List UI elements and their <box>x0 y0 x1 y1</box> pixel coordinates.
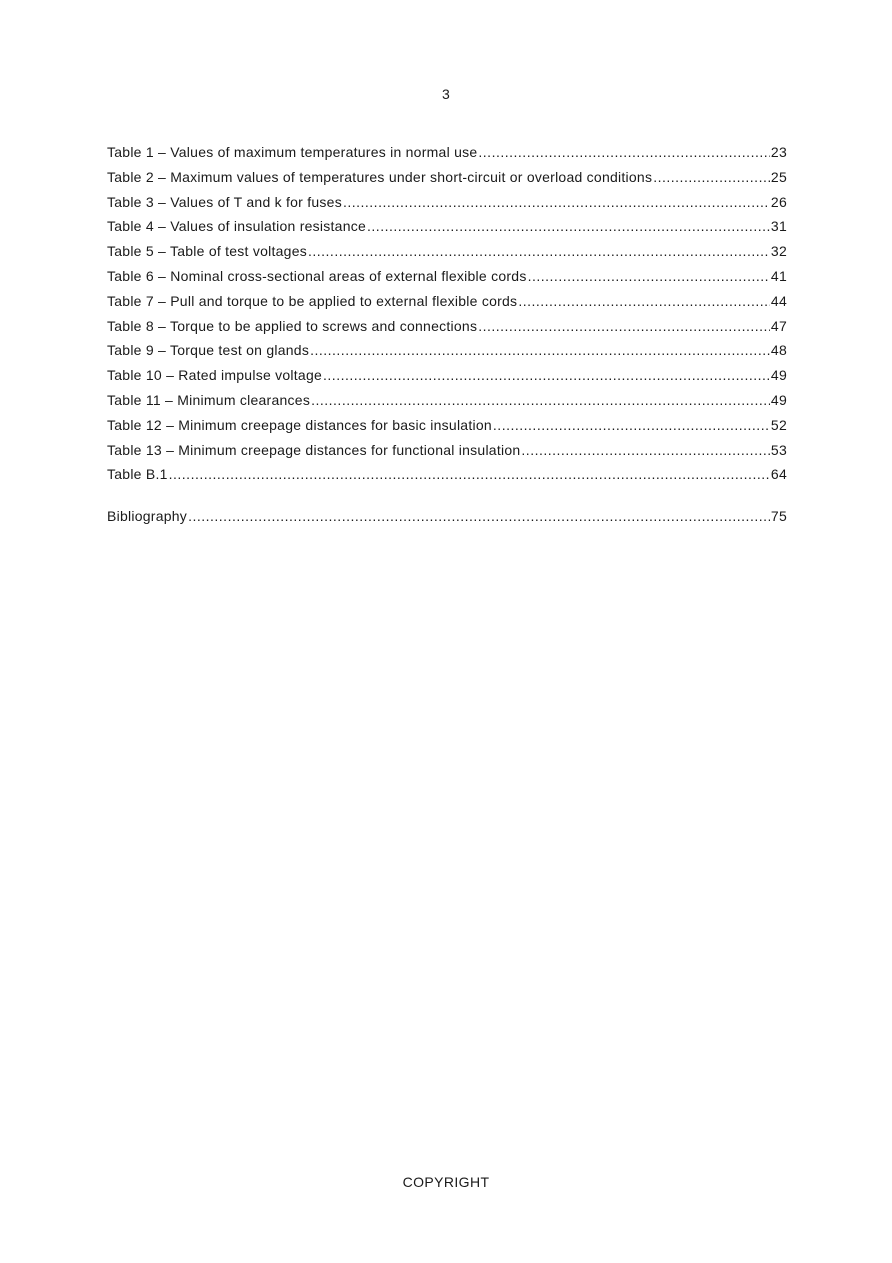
toc-entry-label: Table 5 – Table of test voltages <box>107 243 307 260</box>
toc-entry-page: 44 <box>770 292 787 309</box>
toc-entry-label: Table 3 – Values of T and k for fuses <box>107 193 342 210</box>
toc-entry-page: 49 <box>770 367 787 384</box>
dot-leader <box>343 194 770 210</box>
dot-leader <box>310 342 770 358</box>
toc-entry-label: Table 12 – Minimum creepage distances for basic insulation <box>107 416 492 433</box>
dot-leader <box>367 218 770 234</box>
toc-entry-page: 64 <box>770 466 787 483</box>
dot-leader <box>518 293 770 309</box>
toc-entry-table-b1[interactable] <box>107 466 787 491</box>
toc-entry-table-5[interactable] <box>107 243 787 268</box>
toc-spacer <box>107 491 787 508</box>
toc-entry-label: Table 2 – Maximum values of temperatures under short-circuit or overload conditions <box>107 168 653 185</box>
dot-leader <box>521 442 770 458</box>
toc-entry-label: Table 9 – Torque test on glands <box>107 342 310 359</box>
toc-entry-page: 75 <box>770 508 787 525</box>
toc-entry-table-6[interactable] <box>107 268 787 293</box>
toc-entry-label: Table 8 – Torque to be applied to screws and connections <box>107 317 478 334</box>
toc-entry-label: Table 1 – Values of maximum temperatures in normal use <box>107 144 478 160</box>
toc-entry-page: 49 <box>770 391 787 408</box>
page-number: 3 <box>442 86 450 102</box>
toc-entry-page: 47 <box>770 317 787 334</box>
toc-entry-table-1[interactable] <box>107 144 787 169</box>
list-of-tables <box>107 144 787 533</box>
toc-entry-table-11[interactable] <box>107 392 787 417</box>
toc-entry-label: Table 11 – Minimum clearances <box>107 391 311 408</box>
toc-entry-label: Table 4 – Values of insulation resistance <box>107 218 367 235</box>
toc-entry-label: Bibliography <box>107 508 188 525</box>
toc-entry-page: 48 <box>770 342 787 359</box>
toc-entry-label: Table 6 – Nominal cross-sectional areas of external flexible cords <box>107 267 527 284</box>
toc-entry-table-12[interactable] <box>107 417 787 442</box>
toc-entry-label: Table B.1 <box>107 466 168 483</box>
dot-leader <box>653 169 770 185</box>
toc-entry-bibliography[interactable] <box>107 508 787 533</box>
toc-entry-table-13[interactable] <box>107 442 787 467</box>
toc-entry-table-3[interactable] <box>107 194 787 219</box>
toc-entry-label: Table 7 – Pull and torque to be applied to external flexible cords <box>107 292 518 309</box>
toc-entry-table-2[interactable] <box>107 169 787 194</box>
toc-entry-page: 41 <box>770 267 787 284</box>
toc-entry-label: Table 10 – Rated impulse voltage <box>107 367 323 384</box>
toc-entry-page: 25 <box>770 168 787 185</box>
dot-leader <box>493 417 770 433</box>
dot-leader <box>478 318 770 334</box>
toc-entry-table-9[interactable] <box>107 342 787 367</box>
dot-leader <box>323 367 770 383</box>
toc-entry-page: 32 <box>770 243 787 260</box>
toc-entry-page: 23 <box>770 144 787 160</box>
toc-entry-page: 53 <box>770 441 787 458</box>
toc-entry-page: 52 <box>770 416 787 433</box>
toc-entry-table-7[interactable] <box>107 293 787 318</box>
dot-leader <box>308 243 770 259</box>
toc-entry-label: Table 13 – Minimum creepage distances for functional insulation <box>107 441 521 458</box>
toc-entry-page: 31 <box>770 218 787 235</box>
toc-entry-table-10[interactable] <box>107 367 787 392</box>
toc-entry-table-8[interactable] <box>107 318 787 343</box>
dot-leader <box>311 392 770 408</box>
toc-entry-page: 26 <box>770 193 787 210</box>
dot-leader <box>169 466 770 482</box>
toc-entry-table-4[interactable] <box>107 218 787 243</box>
copyright-footer: COPYRIGHT <box>402 1174 490 1190</box>
dot-leader <box>528 268 770 284</box>
dot-leader <box>188 508 770 524</box>
dot-leader <box>478 144 770 160</box>
